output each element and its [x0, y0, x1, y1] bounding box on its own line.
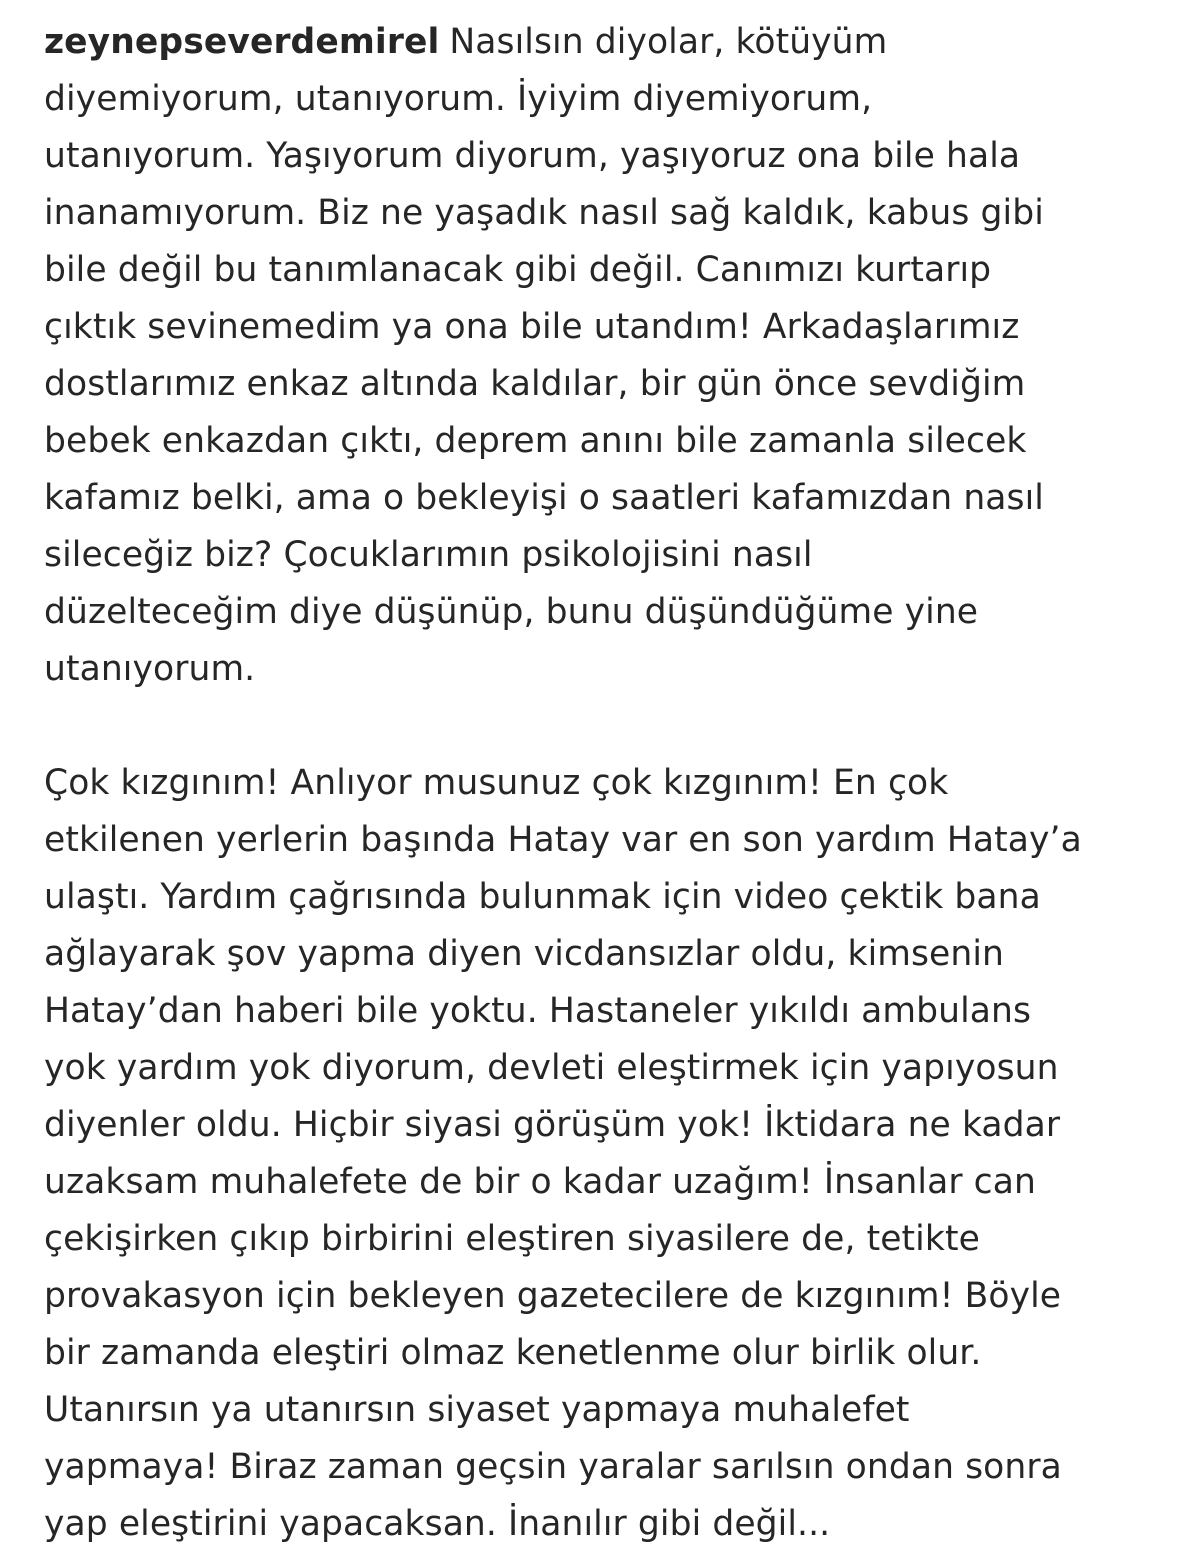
caption-line: Utanırsın ya utanırsın siyaset yapmaya muhalefet [44, 1390, 910, 1430]
caption-line: ağlayarak şov yapma diyen vicdansızlar oldu, kimsenin [44, 934, 1004, 974]
caption-paragraph-1 [44, 14, 1164, 698]
caption-line: utanıyorum. Yaşıyorum diyorum, yaşıyoruz ona bile hala [44, 136, 1021, 176]
caption-line: etkilenen yerlerin başında Hatay var en son yardım Hatay’a [44, 820, 1082, 860]
caption-line: dostlarımız enkaz altında kaldılar, bir gün önce sevdiğim [44, 364, 1026, 404]
caption-line: bile değil bu tanımlanacak gibi değil. Canımızı kurtarıp [44, 250, 992, 290]
caption-line: provakasyon için bekleyen gazetecilere de kızgınım! Böyle [44, 1276, 1062, 1316]
caption-line: yap eleştirini yapacaksan. İnanılır gibi değil... [44, 1504, 831, 1544]
post-caption [44, 14, 1164, 1553]
caption-line: diyenler oldu. Hiçbir siyasi görüşüm yok! İktidara ne kadar [44, 1105, 1061, 1145]
caption-line: sileceğiz biz? Çocuklarımın psikolojisini nasıl [44, 535, 813, 575]
caption-line: düzelteceğim diye düşünüp, bunu düşündüğüme yine [44, 592, 979, 632]
caption-line: yok yardım yok diyorum, devleti eleştirmek için yapıyosun [44, 1048, 1059, 1088]
caption-line: uzaksam muhalefete de bir o kadar uzağım! İnsanlar can [44, 1162, 1036, 1202]
caption-line: çekişirken çıkıp birbirini eleştiren siyasilere de, tetikte [44, 1219, 980, 1259]
caption-line: çıktık sevinemedim ya ona bile utandım! Arkadaşlarımız [44, 307, 1020, 347]
caption-line: kafamız belki, ama o bekleyişi o saatleri kafamızdan nasıl [44, 478, 1044, 518]
paragraph-spacer [44, 698, 1164, 755]
caption-line: Çok kızgınım! Anlıyor musunuz çok kızgınım! En çok [44, 763, 949, 803]
caption-text: Nasılsın diyolar, kötüyüm [449, 22, 888, 62]
caption-line: diyemiyorum, utanıyorum. İyiyim diyemiyorum, [44, 79, 873, 119]
caption-line [44, 14, 1164, 71]
caption-line: bebek enkazdan çıktı, deprem anını bile zamanla silecek [44, 421, 1027, 461]
caption-paragraph-2 [44, 755, 1164, 1553]
username-link[interactable]: zeynepseverdemirel [44, 22, 440, 62]
caption-line: ulaştı. Yardım çağrısında bulunmak için video çektik bana [44, 877, 1041, 917]
caption-line: inanamıyorum. Biz ne yaşadık nasıl sağ kaldık, kabus gibi [44, 193, 1044, 233]
caption-line: bir zamanda eleştiri olmaz kenetlenme olur birlik olur. [44, 1333, 982, 1373]
caption-line: yapmaya! Biraz zaman geçsin yaralar sarılsın ondan sonra [44, 1447, 1062, 1487]
caption-line: Hatay’dan haberi bile yoktu. Hastaneler yıkıldı ambulans [44, 991, 1032, 1031]
caption-line: utanıyorum. [44, 649, 256, 689]
